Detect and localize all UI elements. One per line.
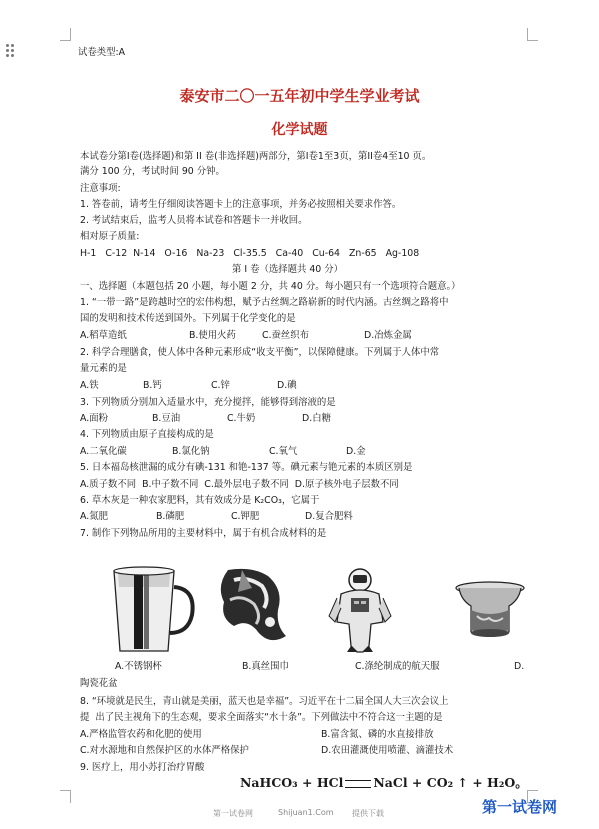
notes-heading: 注意事项: xyxy=(80,183,121,194)
q4-option-c: C.氧气 xyxy=(269,446,298,457)
q2-option-a: A.铁 xyxy=(80,380,99,391)
q1-line-2: 国的发明和技术传送到国外。下列属于化学变化的是 xyxy=(80,313,296,324)
q7-option-a: A.不锈钢杯 xyxy=(115,661,162,672)
q4-option-a: A.二氧化碳 xyxy=(80,446,127,457)
space-suit-image xyxy=(327,566,393,654)
q1-option-d: D.冶炼金属 xyxy=(364,330,412,341)
q4-option-d: D.金 xyxy=(346,446,366,457)
q2-option-c: C.锌 xyxy=(211,380,230,391)
watermark-logo: 第一试卷网 xyxy=(482,798,558,816)
chemical-equation xyxy=(240,773,528,791)
q4-option-b: B.氯化钠 xyxy=(172,446,210,457)
equation-products: NaCl + CO₂ ↑ + H₂O。 xyxy=(373,775,528,790)
q8-option-d: D.农田灌溉使用喷灌、滴灌技术 xyxy=(321,745,454,756)
footer-download: 提供下载 xyxy=(352,809,384,818)
ceramic-flowerpot-image xyxy=(455,580,525,642)
q2-line-2: 量元素的是 xyxy=(80,363,127,374)
equation-reactants: NaHCO₃ + HCl xyxy=(240,775,344,790)
page-subtitle: 化学试题 xyxy=(271,122,328,138)
q9-line-1: 9. 医疗上，用小苏打治疗胃酸 xyxy=(80,762,205,773)
q6-option-b: B.磷肥 xyxy=(156,511,185,522)
exam-type: 试卷类型:A xyxy=(78,47,126,58)
page-title: 泰安市二〇一五年初中学生学业考试 xyxy=(179,87,420,105)
q7-option-d-text: 陶瓷花盆 xyxy=(80,678,118,689)
q5-options: A.质子数不同 B.中子数不同 C.最外层电子数不同 D.原子核外电子层数不同 xyxy=(80,479,399,490)
note-2: 2. 考试结束后，监考人员将本试卷和答题卡一并收回。 xyxy=(80,215,308,226)
stainless-steel-cup-image xyxy=(104,563,204,653)
q8-option-a: A.严格监管农药和化肥的使用 xyxy=(80,729,202,740)
note-1: 1. 答卷前，请考生仔细阅读答题卡上的注意事项，并务必按照相关要求作答。 xyxy=(80,199,402,210)
q5-line-1: 5. 日本福岛核泄漏的成分有碘-131 和铯-137 等。碘元素与铯元素的本质区别是 xyxy=(80,462,413,473)
crop-mark-top-right xyxy=(527,28,538,41)
crop-mark-bottom-left xyxy=(60,790,71,803)
q8-option-b: B.富含氮、磷的水直接排放 xyxy=(321,729,434,740)
q2-option-b: B.钙 xyxy=(143,380,162,391)
equals-arrow-icon xyxy=(345,780,371,788)
q3-line-1: 3. 下列物质分别加入适量水中，充分搅拌，能够得到溶液的是 xyxy=(80,397,336,408)
q2-option-d: D.碘 xyxy=(277,380,297,391)
q3-option-c: C.牛奶 xyxy=(227,413,256,424)
intro-line-1: 本试卷分第I卷(选择题)和第 II 卷(非选择题)两部分，第I卷1至3页，第II卷4至10 页。 xyxy=(80,151,432,162)
q3-option-d: D.白糖 xyxy=(302,413,331,424)
atomic-masses: H-1 C-12 N-14 O-16 Na-23 Cl-35.5 Ca-40 Cu-64 Zn-65 Ag-108 xyxy=(80,248,420,259)
q7-option-d: D. xyxy=(514,661,525,672)
q7-option-c: C.涤纶制成的航天服 xyxy=(355,661,440,672)
section-heading: 一、选择题（本题包括 20 小题，每小题 2 分，共 40 分。每小题只有一个选项符合题意。） xyxy=(80,281,461,292)
q1-option-b: B.使用火药 xyxy=(189,330,236,341)
crop-mark-top-left xyxy=(60,28,71,41)
q6-option-a: A.氮肥 xyxy=(80,511,108,522)
silk-scarf-image xyxy=(212,566,292,648)
q8-line-1: 8. “环境就是民生，青山就是美丽，蓝天也是幸福”。习近平在十二届全国人大三次会议上 xyxy=(80,696,449,707)
intro-line-2: 满分 100 分，考试时间 90 分钟。 xyxy=(80,166,225,177)
footer-site-name: 第一试卷网 xyxy=(213,809,253,818)
q2-line-1: 2. 科学合理膳食，使人体中各种元素形成“收支平衡”，以保障健康。下列属于人体中常 xyxy=(80,347,440,358)
q7-option-b: B.真丝围巾 xyxy=(242,661,289,672)
footer-site-url: Shijuan1.Com xyxy=(278,808,334,817)
drag-handle-icon[interactable] xyxy=(6,44,16,62)
q1-option-c: C.蚕丝织布 xyxy=(262,330,310,341)
q6-line-1: 6. 草木灰是一种农家肥料，其有效成分是 K₂CO₃，它属于 xyxy=(80,495,320,506)
q1-option-a: A.稻草造纸 xyxy=(80,330,127,341)
q4-line-1: 4. 下列物质由原子直接构成的是 xyxy=(80,429,214,440)
part1-heading: 第 I 卷（选择题共 40 分） xyxy=(232,264,343,275)
q7-line-1: 7. 制作下列物品所用的主要材料中，属于有机合成材料的是 xyxy=(80,528,327,539)
atomic-heading: 相对原子质量: xyxy=(80,231,140,242)
q3-option-b: B.豆油 xyxy=(152,413,181,424)
q6-option-c: C.钾肥 xyxy=(231,511,260,522)
q1-line-1: 1. “一带一路”是跨越时空的宏伟构想，赋予古丝绸之路崭新的时代内涵。古丝绸之路将中 xyxy=(80,297,449,308)
q6-option-d: D.复合肥料 xyxy=(305,511,353,522)
q8-line-2: 提 出了民主视角下的生态观，要求全面落实“水十条”。下列做法中不符合这一主题的是 xyxy=(80,712,443,723)
q8-option-c: C.对水源地和自然保护区的水体严格保护 xyxy=(80,745,249,756)
q3-option-a: A.面粉 xyxy=(80,413,108,424)
